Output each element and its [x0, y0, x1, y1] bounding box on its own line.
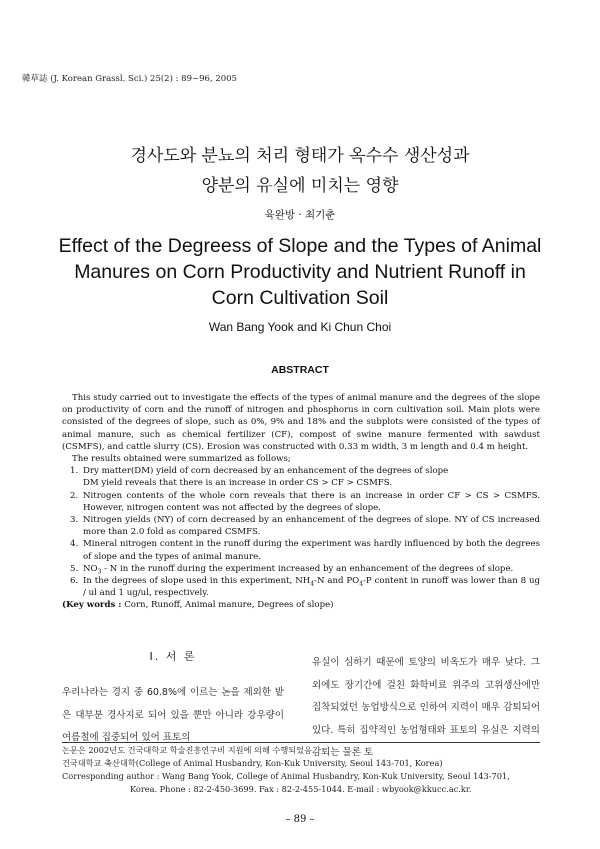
- subscript: 4: [359, 580, 364, 588]
- result-item-text: Nitrogen contents of the whole corn reveals that there is an increase in order CF > CS > CSMFS. However, nitrogen content was not affected by the degrees of slope.: [83, 490, 540, 513]
- text-fragment: In the degrees of slope used in this experiment, NH: [83, 576, 311, 587]
- text-fragment: NO: [83, 563, 98, 574]
- result-item-text-2: DM yield reveals that there is an increase in order CS > CF > CSMFS.: [83, 478, 393, 489]
- keywords-label: (Key words :: [62, 600, 122, 611]
- result-item-text: [83, 563, 540, 575]
- footnote-contact: Korea. Phone : 82-2-450-3699. Fax : 82-2-455-1044. E-mail : wbyook@kkucc.ac.kr.: [130, 784, 472, 794]
- subscript: 3: [97, 568, 102, 576]
- result-item-number: 3.: [70, 515, 79, 526]
- english-title-line-2: Manures on Corn Productivity and Nutrient Runoff in: [74, 261, 526, 283]
- result-item-number: 2.: [70, 490, 79, 501]
- korean-authors: 육완방 · 최기춘: [264, 209, 336, 221]
- result-item: [62, 575, 540, 599]
- abstract-results-lead: The results obtained were summarized as follows;: [72, 454, 291, 465]
- result-item-number: 6.: [70, 576, 79, 587]
- keywords: [62, 599, 540, 611]
- korean-title-line-2: 양분의 유실에 미치는 영향: [201, 176, 399, 196]
- footnote-divider: [62, 742, 540, 743]
- keywords-list: Corn, Runoff, Animal manure, Degrees of slope): [121, 600, 334, 611]
- body-left-column: 우리나라는 경지 중 60.8%에 이르는 논을 제외한 밭은 대부분 경사지로 되어 있을 뿐만 아니라 강우량이 여름철에 집중되어 있어 표토의: [62, 687, 284, 743]
- footnote-corresponding: Corresponding author : Wang Bang Yook, College of Animal Husbandry, Kon-Kuk University, Seoul 143-701,: [62, 771, 510, 781]
- result-item: [62, 514, 540, 538]
- text-fragment: -N and PO: [314, 576, 360, 587]
- result-item-number: 4.: [70, 539, 79, 550]
- english-authors: Wan Bang Yook and Ki Chun Choi: [208, 320, 392, 334]
- result-item: [62, 490, 540, 514]
- footnote-affiliation: 건국대학교 축산대학(College of Animal Husbandry, Kon-Kuk University, Seoul 143-701, Korea): [62, 758, 443, 768]
- subscript: 4: [310, 580, 315, 588]
- text-fragment: - N in the runoff during the experiment increased by an enhancement of the degrees of slope.: [101, 563, 514, 574]
- result-item-text: [83, 575, 540, 599]
- result-item-text: Mineral nitrogen content in the runoff during the experiment was hardly influenced by both the degrees of slope and the types of animal manure.: [83, 539, 540, 562]
- result-item-text: Nitrogen yields (NY) of corn decreased by an enhancement of the degrees of slope. NY of CS increased more than 2.0 fold as compared CSMFS.: [83, 515, 540, 538]
- abstract-intro: This study carried out to investigate the effects of the types of animal manure and the degrees of the slope on productivity of corn and the runoff of nitrogen and phosphorus in corn cultivation soil. Main plots were consisted of the degrees of slope, such as 0%, 9% and 18% and the subplots were consisted of the types of animal manure, such as chemical fertilizer (CF), compost of swine manure fermented with sawdust (CSMFS), and cattle slurry (CS). Erosion was constructed with 0.33 m width, 3 m length and 0.4 m height.: [62, 393, 540, 452]
- result-item-text: Dry matter(DM) yield of corn decreased by an enhancement of the degrees of slope: [83, 466, 449, 477]
- journal-citation: 韓草誌 (J. Korean Grassl. Sci.) 25(2) : 89~96, 2005: [22, 74, 237, 84]
- english-title-line-1: Effect of the Degreess of Slope and the Types of Animal: [58, 235, 542, 257]
- abstract-body: [62, 392, 540, 612]
- result-item: [62, 563, 540, 575]
- result-item: [62, 465, 540, 489]
- abstract-heading: ABSTRACT: [271, 364, 329, 376]
- section-heading-introduction: Ⅰ. 서 론: [149, 650, 197, 663]
- text-fragment: -P content in runoff was lower than 8 ug / ul and 1 ug/ul, respectively.: [83, 576, 540, 599]
- result-item-number: 1.: [70, 466, 79, 477]
- footnote-funding: 논문은 2002년도 건국대학교 학술진흥연구비 지원에 의해 수행되었음.: [62, 745, 315, 755]
- result-item-number: 5.: [70, 563, 79, 574]
- korean-title-line-1: 경사도와 분뇨의 처리 형태가 옥수수 생산성과: [130, 146, 470, 166]
- body-right-column: 유실이 심하기 때문에 토양의 비옥도가 매우 낮다. 그 외에도 장기간에 걸친 화학비료 위주의 고위생산에만 집착되었던 농업방식으로 인하여 지력이 매우 감퇴되어 있다. 특히 집약적인 농업형태와 표토의 유실은 지력의 감퇴는 물론 토: [312, 657, 540, 758]
- english-title-line-3: Corn Cultivation Soil: [211, 287, 389, 309]
- page-number: – 89 –: [285, 814, 315, 825]
- result-item: [62, 538, 540, 562]
